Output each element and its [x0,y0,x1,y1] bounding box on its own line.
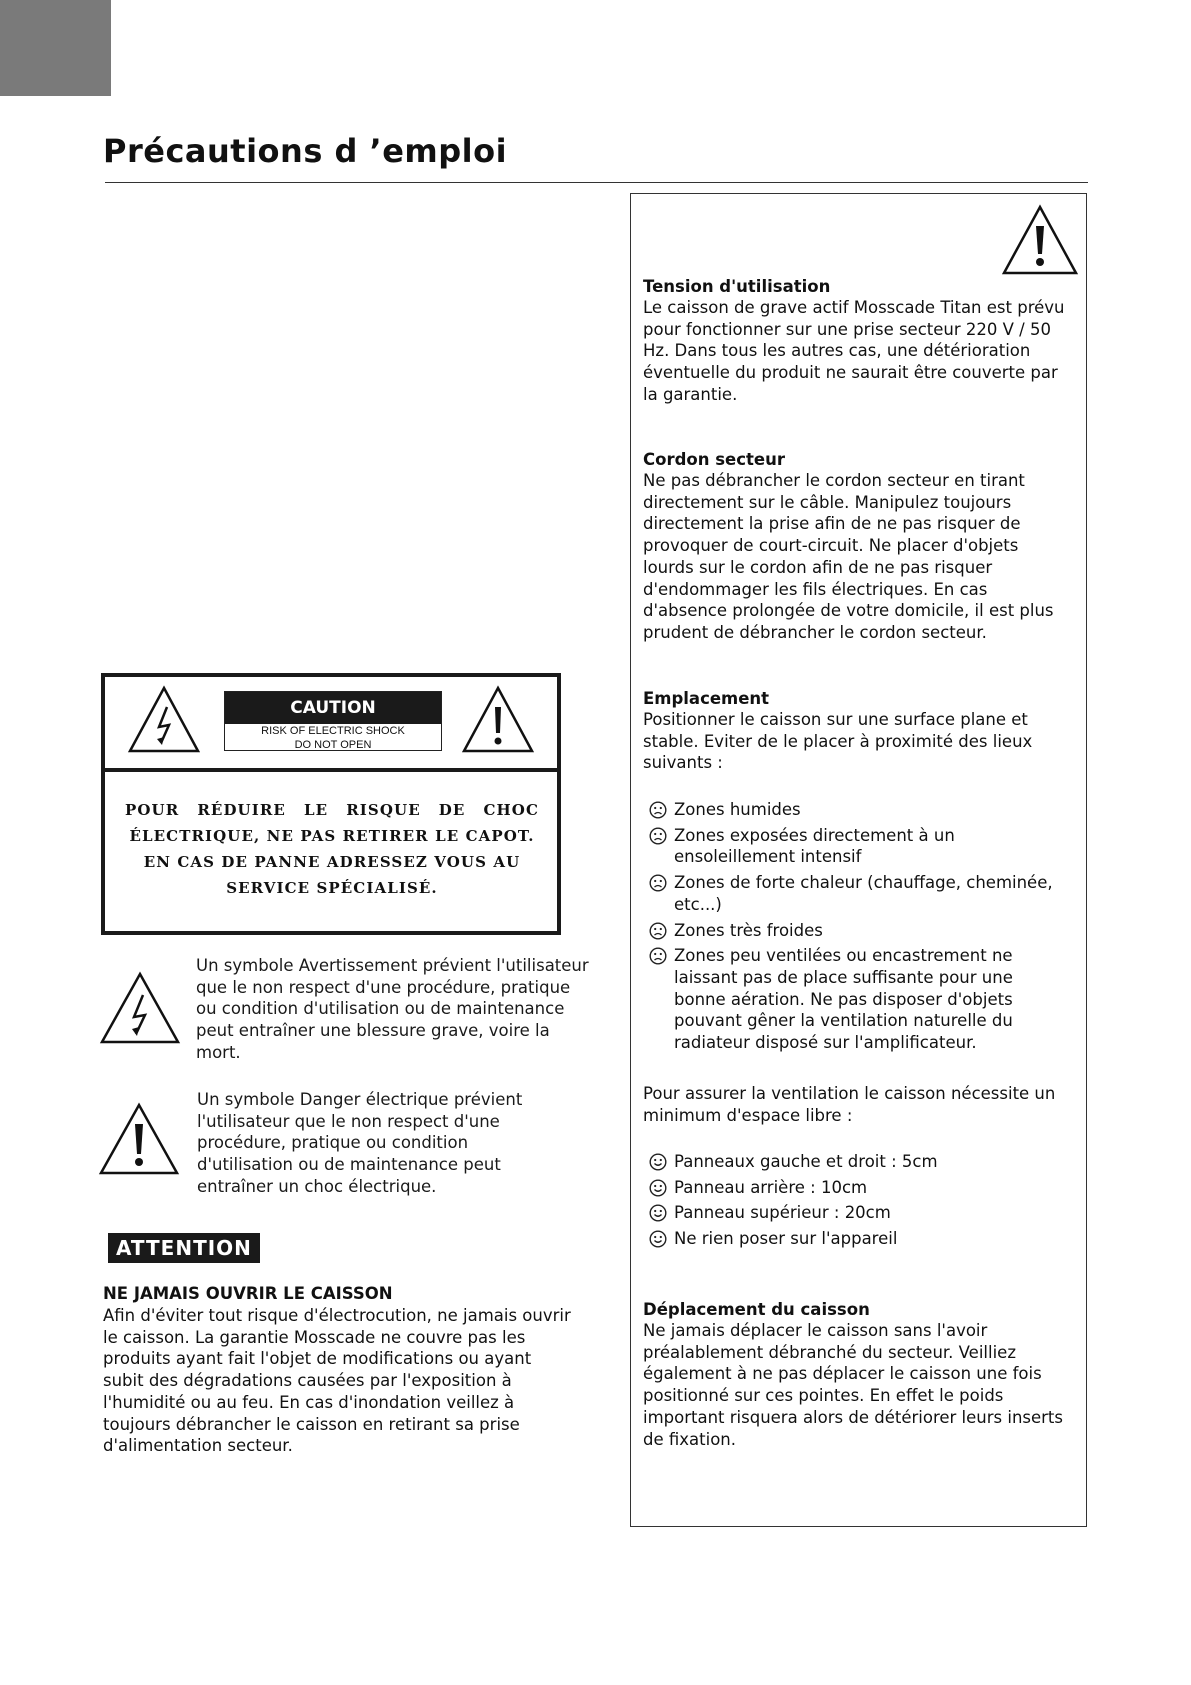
danger-description: Un symbole Danger électrique prévient l'utilisateur que le non respect d'une procédure, pratique ou condition d'utilisation ou de maintenance peut entraîner un choc électrique. [197,1090,523,1196]
exclamation-warning-icon [461,685,535,755]
ventilation-intro: Pour assurer la ventilation le caisson nécessite un minimum d'espace libre : [643,1084,1056,1125]
caution-sub-line-2: DO NOT OPEN [294,739,372,751]
corner-tab [0,0,111,96]
list-item [649,1177,1059,1199]
sad-face-icon [649,827,667,845]
caution-message-line-2: ÉLECTRIQUE, NE PAS RETIRER LE CAPOT. [129,827,535,845]
attention-heading: NE JAMAIS OUVRIR LE CAISSON [103,1284,393,1303]
exclamation-warning-icon [1001,204,1079,280]
emplacement-body: Positionner le caisson sur une surface plane et stable. Eviter de le placer à proximité des lieux suivants : [643,710,1033,773]
caution-message [125,797,539,901]
sad-face-icon [649,947,667,965]
caution-label [224,691,442,751]
caution-message-line-4: SERVICE SPÉCIALISÉ. [226,879,438,897]
precautions-panel [630,193,1087,1527]
smile-face-icon [649,1153,667,1171]
clearance-item-text: Ne rien poser sur l'appareil [674,1229,898,1249]
avoid-item-text: Zones humides [674,800,801,819]
list-item [649,920,1059,942]
attention-badge: ATTENTION [108,1233,260,1263]
deplacement-body: Ne jamais déplacer le caisson sans l'avoir préalablement débranché du secteur. Veilliez également à ne pas déplacer le caisson une fois positionné sur ces pointes. En effet le poids important risquera alors de détériorer leurs inserts de fixation. [643,1321,1064,1449]
emplacement-heading: Emplacement [643,689,770,708]
clearance-item-text: Panneau supérieur : 20cm [674,1203,891,1223]
clearance-list [649,1151,1059,1254]
list-item [649,945,1059,1054]
avoid-item-text: Zones peu ventilées ou encastrement ne laissant pas de place suffisante pour une bonne aération. Ne pas disposer d'objets pouvant gêner la ventilation naturelle du radiateur disposé sur l'amplificateur. [674,946,1013,1053]
caution-sub-line-1: RISK OF ELECTRIC SHOCK [261,725,405,737]
exclamation-warning-icon [98,1102,180,1176]
list-item [649,1202,1059,1224]
avertissement-description: Un symbole Avertissement prévient l'utilisateur que le non respect d'une procédure, pratique ou condition d'utilisation ou de maintenance peut entraîner une blessure grave, voire la mort. [196,956,589,1062]
caution-heading: CAUTION [225,692,441,724]
list-item [649,825,1059,868]
cordon-heading: Cordon secteur [643,450,785,469]
smile-face-icon [649,1204,667,1222]
caution-box [101,673,561,935]
tension-heading: Tension d'utilisation [643,277,831,296]
avoid-item-text: Zones de forte chaleur (chauffage, cheminée, etc...) [674,873,1053,914]
clearance-item-text: Panneau arrière : 10cm [674,1177,868,1197]
list-item [649,799,1059,821]
cordon-body: Ne pas débrancher le cordon secteur en tirant directement sur le câble. Manipulez toujours directement la prise afin de ne pas risquer de provoquer de court-circuit. Ne placer d'objets lourds sur le cordon afin de ne pas risquer d'endommager les fils électriques. En cas d'absence prolongée de votre domicile, il est plus prudent de débrancher le cordon secteur. [643,471,1054,642]
avoid-list [649,799,1059,1058]
avoid-item-text: Zones exposées directement à un ensoleillement intensif [674,825,955,867]
sad-face-icon [649,874,667,892]
avoid-item-text: Zones très froides [674,920,823,940]
smile-face-icon [649,1179,667,1197]
smile-face-icon [649,1230,667,1248]
caution-header-row [105,677,557,772]
sad-face-icon [649,801,667,819]
electric-shock-warning-icon [99,971,181,1045]
sad-face-icon [649,922,667,940]
tension-body: Le caisson de grave actif Mosscade Titan est prévu pour fonctionner sur une prise secteur 220 V / 50 Hz. Dans tous les autres cas, une détérioration éventuelle du produit ne saurait être couverte par la garantie. [643,298,1065,404]
electric-shock-warning-icon [127,685,201,755]
caution-message-line-1: POUR RÉDUIRE LE RISQUE DE CHOC [125,801,539,819]
caution-message-line-3: EN CAS DE PANNE ADRESSEZ VOUS AU [143,853,521,871]
list-item [649,1228,1059,1250]
attention-body: Afin d'éviter tout risque d'électrocution, ne jamais ouvrir le caisson. La garantie Mosscade ne couvre pas les produits ayant fait l'objet de modifications ou ayant subit des dégradations causées par l'exposition à l'humidité ou au feu. En cas d'inondation veillez à toujours débrancher le caisson en retirant sa prise d'alimentation secteur. [103,1306,571,1456]
deplacement-heading: Déplacement du caisson [643,1300,870,1319]
title-divider [105,182,1088,183]
page-title: Précautions d ’emploi [103,132,508,170]
list-item [649,1151,1059,1173]
clearance-item-text: Panneaux gauche et droit : 5cm [674,1152,938,1171]
list-item [649,872,1059,915]
